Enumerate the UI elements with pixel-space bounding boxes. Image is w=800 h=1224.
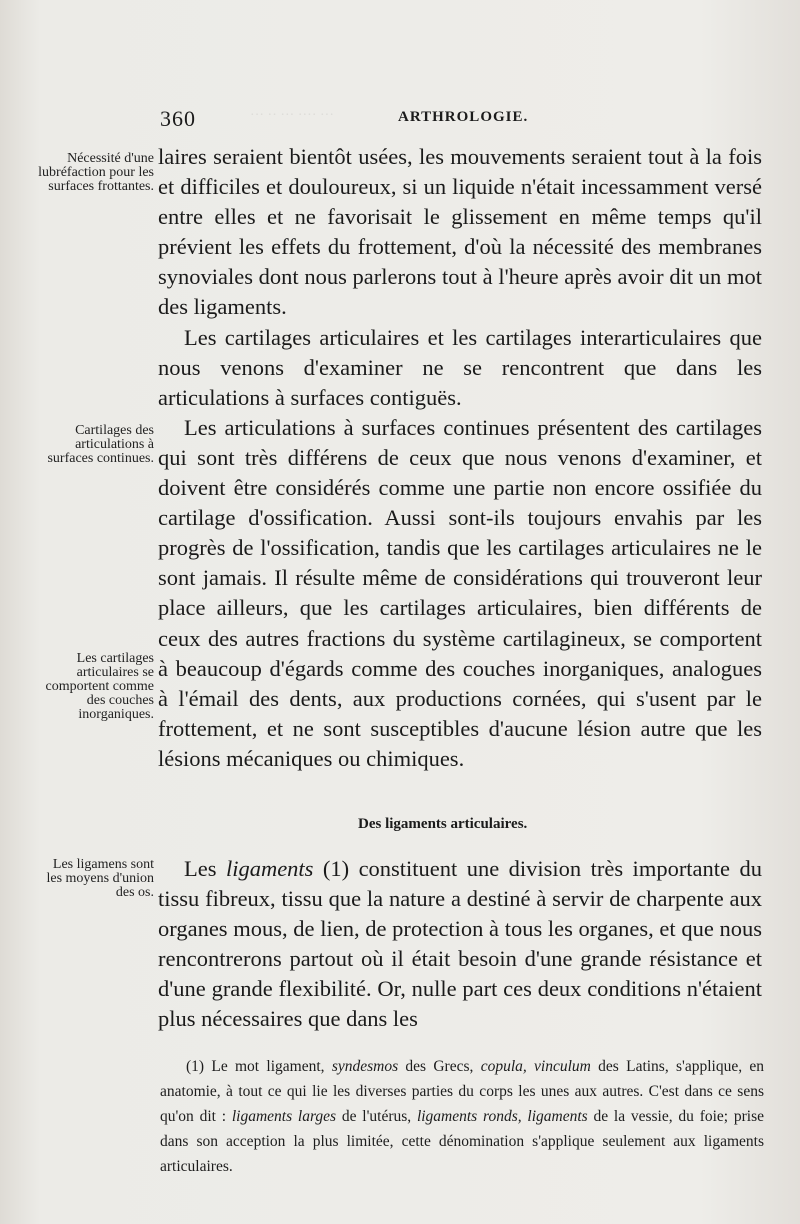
footnote-part: (1) Le mot ligament, <box>186 1058 332 1075</box>
paragraph-4 <box>158 854 762 1035</box>
footnote-part: des Latins, s'applique, en anatomie, à tout ce qui lie les diverses parties du corps les unes aux autres. C'est dans ce sens qu'on dit : <box>160 1058 764 1125</box>
margin-note-lubrication: Nécessité d'une lubréfaction pour les surfaces frottantes. <box>38 151 154 194</box>
paragraph-3: Les articulations à surfaces continues présentent des cartilages qui sont très différens de ceux que nous venons d'examiner, et doivent être considérés comme une partie non encore ossifiée du cartilage d'ossification. Aussi sont-ils toujours envahis par les progrès de l'ossification, tandis que les cartilages articulaires ne le sont jamais. Il résulte même de considérations qui trouveront leur place ailleurs, que les cartilages articulaires, bien différents de ceux des autres fractions du système cartilagineux, se comportent à beaucoup d'égards comme des couches inorganiques, analogues à l'émail des dents, aux productions cornées, qui s'usent par le frottement, et ne sont susceptibles d'aucune lésion autre que les lésions mécaniques ou chimiques. <box>158 414 762 771</box>
footnote-italic: ligaments ronds, ligaments <box>416 1108 588 1125</box>
page-header <box>160 106 760 136</box>
paragraph-1: laires seraient bientôt usées, les mouvements seraient tout à la fois et difficiles et douloureux, si un liquide n'était incessamment versé entre elles et ne favorisait le glissement en même temps qu'il prévient les effets du frottement, d'où la nécessité des membranes synoviales dont nous parlerons tout à l'heure après avoir dit un mot des ligaments. <box>158 144 762 320</box>
footnote-part: de l'utérus, <box>336 1108 417 1125</box>
margin-note-inorganic-layers: Les cartilages articulaires se comportent comme des couches inorganiques. <box>45 651 154 722</box>
section-heading: Des ligaments articulaires. <box>358 816 528 832</box>
paragraph-4-rest: (1) constituent une division très importante du tissu fibreux, tissu que la nature a destiné à servir de charpente aux organes mous, de lien, de protection à tous les organes, et que nous rencontrerons partout où il était besoin d'une grande résistance et d'une grande flexibilité. Or, nulle part ces deux conditions n'étaient plus nécessaires que dans les <box>158 856 762 1032</box>
footnote <box>160 1054 764 1179</box>
footnote-text <box>160 1054 764 1179</box>
running-head: ARTHROLOGIE. <box>398 109 529 125</box>
margin-note-ligaments: Les ligamens sont les moyens d'union des os. <box>46 857 154 900</box>
footnote-part: des Grecs, <box>398 1058 481 1075</box>
body-text-upper <box>158 142 762 774</box>
footnote-italic: syndesmos <box>331 1058 399 1075</box>
paragraph-2: Les cartilages articulaires et les cartilages interarticulaires que nous venons d'examiner ne se rencontrent que dans les articulations à surfaces contiguës. <box>158 324 762 410</box>
footnote-italic: copula, vinculum <box>480 1058 591 1075</box>
paragraph-4-italic: ligaments <box>225 856 314 881</box>
bleed-through-text: ··· ···· ··· ·· ··· <box>250 108 334 123</box>
paragraph-4-start: Les <box>184 856 226 881</box>
page-number: 360 <box>160 106 196 131</box>
margin-note-continuous-cartilages: Cartilages des articulations à surfaces continues. <box>47 423 154 466</box>
footnote-italic: ligaments larges <box>231 1108 337 1125</box>
body-text-lower <box>158 854 762 1035</box>
footnote-part: de la vessie, du foie; prise dans son acception la plus limitée, cette dénomination s'applique seulement aux ligaments articulaires. <box>160 1108 765 1175</box>
